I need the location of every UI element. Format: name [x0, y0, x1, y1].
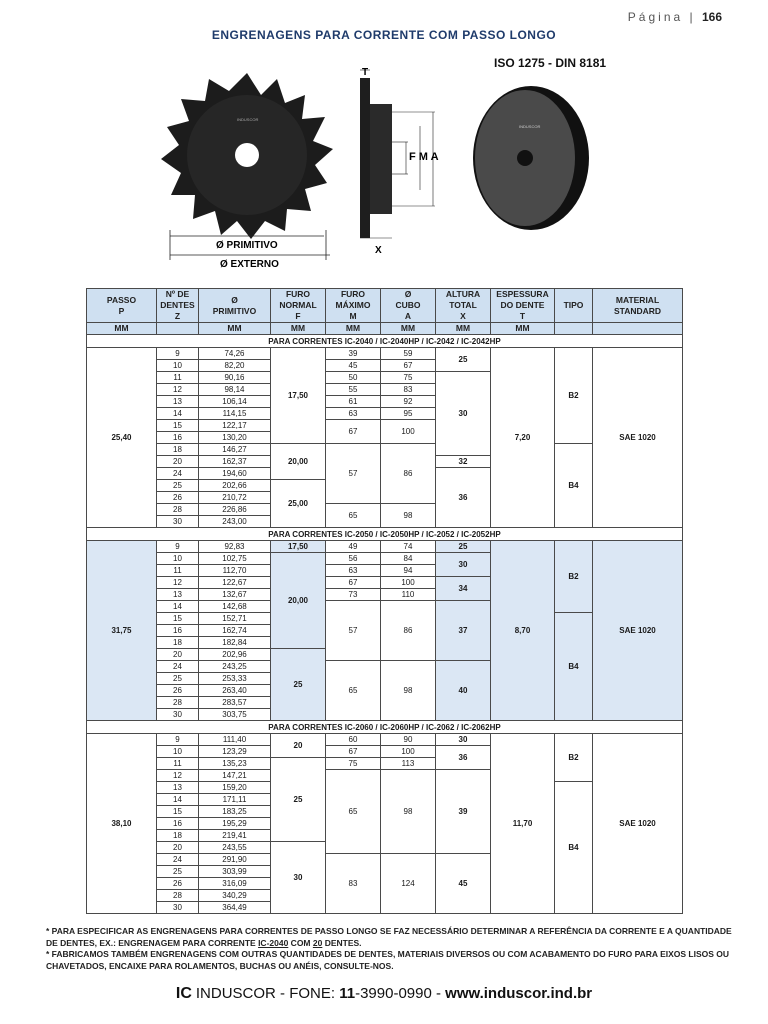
website-link[interactable]: www.induscor.ind.br [445, 985, 593, 1002]
altura-cell: 30 [436, 734, 491, 746]
dentes-cell: 13 [157, 782, 199, 794]
column-header: TIPO [555, 289, 593, 323]
notes [46, 926, 736, 972]
furo-maximo-cell: 39 [326, 348, 381, 360]
furo-maximo-cell: 83 [326, 854, 381, 914]
primitivo-cell: 253,33 [199, 673, 271, 685]
altura-cell: 37 [436, 601, 491, 661]
dentes-cell: 12 [157, 770, 199, 782]
cubo-cell: 83 [381, 384, 436, 396]
primitivo-cell: 283,57 [199, 697, 271, 709]
furo-maximo-cell: 61 [326, 396, 381, 408]
unit-row [87, 323, 683, 335]
cubo-cell: 59 [381, 348, 436, 360]
primitivo-cell: 263,40 [199, 685, 271, 697]
furo-normal-cell: 20 [271, 734, 326, 758]
unit-cell: MM [491, 323, 555, 335]
dentes-cell: 25 [157, 480, 199, 492]
fma-label: F M A [409, 151, 439, 163]
furo-maximo-cell: 63 [326, 408, 381, 420]
altura-cell: 32 [436, 456, 491, 468]
furo-normal-cell: 17,50 [271, 348, 326, 444]
furo-maximo-cell: 73 [326, 589, 381, 601]
cubo-cell: 100 [381, 746, 436, 758]
passo-cell: 38,10 [87, 734, 157, 914]
primitivo-cell: 98,14 [199, 384, 271, 396]
unit-cell: MM [436, 323, 491, 335]
furo-maximo-cell: 65 [326, 770, 381, 854]
unit-cell: MM [87, 323, 157, 335]
dentes-cell: 13 [157, 589, 199, 601]
primitivo-cell: 106,14 [199, 396, 271, 408]
primitivo-label: Ø PRIMITIVO [216, 240, 278, 251]
section-title-row [87, 335, 683, 348]
dentes-cell: 24 [157, 661, 199, 673]
dentes-cell: 13 [157, 396, 199, 408]
section-title-row [87, 721, 683, 734]
column-header: Ø PRIMITIVO [199, 289, 271, 323]
dentes-cell: 20 [157, 842, 199, 854]
primitivo-cell: 243,00 [199, 516, 271, 528]
tipo-cell: B4 [555, 782, 593, 914]
dentes-cell: 15 [157, 806, 199, 818]
furo-normal-cell: 25 [271, 649, 326, 721]
section-title-row [87, 528, 683, 541]
primitivo-cell: 303,75 [199, 709, 271, 721]
primitivo-cell: 291,90 [199, 854, 271, 866]
cubo-cell: 124 [381, 854, 436, 914]
dentes-cell: 30 [157, 516, 199, 528]
dentes-cell: 18 [157, 444, 199, 456]
altura-cell: 40 [436, 661, 491, 721]
x-label: X [375, 245, 382, 256]
primitivo-cell: 90,16 [199, 372, 271, 384]
dentes-cell: 28 [157, 697, 199, 709]
primitivo-cell: 195,29 [199, 818, 271, 830]
cubo-cell: 94 [381, 565, 436, 577]
unit-cell [157, 323, 199, 335]
altura-cell: 30 [436, 372, 491, 456]
primitivo-cell: 130,20 [199, 432, 271, 444]
furo-normal-cell: 30 [271, 842, 326, 914]
spec-table [86, 288, 683, 914]
dentes-cell: 20 [157, 649, 199, 661]
t-label: T [362, 67, 369, 78]
dentes-cell: 25 [157, 866, 199, 878]
primitivo-cell: 111,40 [199, 734, 271, 746]
furo-normal-cell: 20,00 [271, 444, 326, 480]
primitivo-cell: 210,72 [199, 492, 271, 504]
cubo-cell: 110 [381, 589, 436, 601]
cubo-cell: 75 [381, 372, 436, 384]
furo-normal-cell: 17,50 [271, 541, 326, 553]
furo-maximo-cell: 56 [326, 553, 381, 565]
cubo-cell: 100 [381, 577, 436, 589]
unit-cell [593, 323, 683, 335]
dentes-cell: 20 [157, 456, 199, 468]
dentes-cell: 14 [157, 794, 199, 806]
column-header: PASSO P [87, 289, 157, 323]
primitivo-cell: 102,75 [199, 553, 271, 565]
sprocket-drawing [150, 60, 660, 275]
cubo-cell: 86 [381, 444, 436, 504]
sprocket-brand-mark-3d: INDUSCOR [519, 124, 541, 129]
dentes-cell: 16 [157, 625, 199, 637]
column-header: ESPESSURA DO DENTE T [491, 289, 555, 323]
cubo-cell: 90 [381, 734, 436, 746]
company-name: INDUSCOR [195, 985, 276, 1002]
dentes-cell: 11 [157, 758, 199, 770]
primitivo-cell: 146,27 [199, 444, 271, 456]
dentes-cell: 9 [157, 348, 199, 360]
primitivo-cell: 202,96 [199, 649, 271, 661]
altura-cell: 25 [436, 541, 491, 553]
altura-cell: 36 [436, 746, 491, 770]
tipo-cell: B4 [555, 444, 593, 528]
primitivo-cell: 364,49 [199, 902, 271, 914]
cubo-cell: 86 [381, 601, 436, 661]
cubo-cell: 98 [381, 770, 436, 854]
dentes-cell: 15 [157, 613, 199, 625]
cubo-cell: 67 [381, 360, 436, 372]
section-2040 [87, 335, 683, 528]
dentes-cell: 9 [157, 541, 199, 553]
section-2060 [87, 721, 683, 914]
material-cell: SAE 1020 [593, 348, 683, 528]
primitivo-cell: 182,84 [199, 637, 271, 649]
section-title: PARA CORRENTES IC-2040 / IC-2040HP / IC-2042 / IC-2042HP [87, 335, 683, 348]
primitivo-cell: 135,23 [199, 758, 271, 770]
passo-cell: 31,75 [87, 541, 157, 721]
furo-maximo-cell: 63 [326, 565, 381, 577]
primitivo-cell: 316,09 [199, 878, 271, 890]
furo-maximo-cell: 75 [326, 758, 381, 770]
primitivo-cell: 122,17 [199, 420, 271, 432]
header-row [87, 289, 683, 323]
dentes-cell: 10 [157, 746, 199, 758]
table-row [87, 541, 683, 553]
cubo-cell: 95 [381, 408, 436, 420]
dentes-cell: 28 [157, 504, 199, 516]
altura-cell: 25 [436, 348, 491, 372]
primitivo-cell: 194,60 [199, 468, 271, 480]
furo-maximo-cell: 45 [326, 360, 381, 372]
cubo-cell: 92 [381, 396, 436, 408]
furo-normal-cell: 25,00 [271, 480, 326, 528]
dentes-cell: 12 [157, 384, 199, 396]
externo-label: Ø EXTERNO [220, 259, 279, 270]
primitivo-cell: 340,29 [199, 890, 271, 902]
dentes-cell: 12 [157, 577, 199, 589]
material-cell: SAE 1020 [593, 541, 683, 721]
table-row [87, 348, 683, 360]
footer: IC INDUSCOR - FONE: 11-3990-0990 - www.induscor.ind.br [175, 985, 593, 1002]
passo-cell: 25,40 [87, 348, 157, 528]
dentes-cell: 16 [157, 818, 199, 830]
section-title: PARA CORRENTES IC-2050 / IC-2050HP / IC-2052 / IC-2052HP [87, 528, 683, 541]
furo-maximo-cell: 67 [326, 746, 381, 758]
furo-maximo-cell: 50 [326, 372, 381, 384]
dentes-cell: 18 [157, 830, 199, 842]
dentes-cell: 9 [157, 734, 199, 746]
primitivo-cell: 219,41 [199, 830, 271, 842]
altura-cell: 34 [436, 577, 491, 601]
furo-maximo-cell: 57 [326, 601, 381, 661]
primitivo-cell: 147,21 [199, 770, 271, 782]
cubo-cell: 74 [381, 541, 436, 553]
dentes-cell: 14 [157, 601, 199, 613]
column-header: MATERIAL STANDARD [593, 289, 683, 323]
espessura-cell: 11,70 [491, 734, 555, 914]
dentes-cell: 30 [157, 709, 199, 721]
primitivo-cell: 82,20 [199, 360, 271, 372]
tipo-cell: B2 [555, 734, 593, 782]
unit-cell: MM [199, 323, 271, 335]
tipo-cell: B2 [555, 348, 593, 444]
sprocket-front-view [161, 73, 333, 239]
primitivo-cell: 303,99 [199, 866, 271, 878]
tipo-cell: B2 [555, 541, 593, 613]
cubo-cell: 98 [381, 504, 436, 528]
primitivo-cell: 114,15 [199, 408, 271, 420]
primitivo-cell: 226,86 [199, 504, 271, 516]
dentes-cell: 11 [157, 565, 199, 577]
primitivo-cell: 122,67 [199, 577, 271, 589]
primitivo-cell: 202,66 [199, 480, 271, 492]
unit-cell: MM [381, 323, 436, 335]
column-header: FURO NORMAL F [271, 289, 326, 323]
page-title: ENGRENAGENS PARA CORRENTE COM PASSO LONGO [211, 28, 557, 42]
dentes-cell: 24 [157, 854, 199, 866]
dentes-cell: 26 [157, 685, 199, 697]
furo-maximo-cell: 57 [326, 444, 381, 504]
column-header: Nº DE DENTES Z [157, 289, 199, 323]
furo-maximo-cell: 65 [326, 504, 381, 528]
espessura-cell: 8,70 [491, 541, 555, 721]
primitivo-cell: 243,55 [199, 842, 271, 854]
column-header: FURO MÁXIMO M [326, 289, 381, 323]
furo-maximo-cell: 65 [326, 661, 381, 721]
primitivo-cell: 152,71 [199, 613, 271, 625]
cubo-cell: 84 [381, 553, 436, 565]
unit-cell: MM [326, 323, 381, 335]
column-header: Ø CUBO A [381, 289, 436, 323]
dentes-cell: 30 [157, 902, 199, 914]
dentes-cell: 16 [157, 432, 199, 444]
table-row [87, 734, 683, 746]
primitivo-cell: 123,29 [199, 746, 271, 758]
note-1: * PARA ESPECIFICAR AS ENGRENAGENS PARA CORRENTES DE PASSO LONGO SE FAZ NECESSÁRIO DETERMINAR A REFERÊNCIA DA CORRENTE E A QUANTIDADE DE DENTES, EX.: ENGRENAGEM PARA CORRENTE IC-2040 COM 20 DENTES. [46, 926, 732, 948]
primitivo-cell: 112,70 [199, 565, 271, 577]
material-cell: SAE 1020 [593, 734, 683, 914]
dentes-cell: 25 [157, 673, 199, 685]
furo-maximo-cell: 60 [326, 734, 381, 746]
dentes-cell: 18 [157, 637, 199, 649]
dentes-cell: 10 [157, 553, 199, 565]
furo-normal-cell: 20,00 [271, 553, 326, 649]
page-number: Página | 166 [627, 10, 722, 24]
section-2050 [87, 528, 683, 721]
primitivo-cell: 92,83 [199, 541, 271, 553]
primitivo-cell: 142,68 [199, 601, 271, 613]
company-logo: IC [175, 985, 192, 1002]
furo-maximo-cell: 55 [326, 384, 381, 396]
dentes-cell: 10 [157, 360, 199, 372]
furo-maximo-cell: 67 [326, 420, 381, 444]
furo-normal-cell: 25 [271, 758, 326, 842]
unit-cell: MM [271, 323, 326, 335]
primitivo-cell: 171,11 [199, 794, 271, 806]
primitivo-cell: 243,25 [199, 661, 271, 673]
dentes-cell: 26 [157, 878, 199, 890]
altura-cell: 39 [436, 770, 491, 854]
furo-maximo-cell: 49 [326, 541, 381, 553]
altura-cell: 36 [436, 468, 491, 528]
standard-label: ISO 1275 - DIN 8181 [494, 56, 607, 70]
primitivo-cell: 132,67 [199, 589, 271, 601]
primitivo-cell: 162,74 [199, 625, 271, 637]
dentes-cell: 24 [157, 468, 199, 480]
altura-cell: 45 [436, 854, 491, 914]
dentes-cell: 11 [157, 372, 199, 384]
note-2: * FABRICAMOS TAMBÉM ENGRENAGENS COM OUTRAS QUANTIDADES DE DENTES, MATERIAIS DIVERSOS OU COM ACABAMENTO DO FURO PARA EIXOS LISOS OU CHAVETADOS, ENCAIXE PARA ROLAMENTOS, BUCHAS OU ANÉIS, CONSULTE-NOS. [46, 949, 730, 971]
cubo-cell: 100 [381, 420, 436, 444]
section-title: PARA CORRENTES IC-2060 / IC-2060HP / IC-2062 / IC-2062HP [87, 721, 683, 734]
cubo-cell: 113 [381, 758, 436, 770]
column-header: ALTURA TOTAL X [436, 289, 491, 323]
furo-maximo-cell: 67 [326, 577, 381, 589]
altura-cell: 30 [436, 553, 491, 577]
sprocket-3d-view [473, 86, 589, 230]
primitivo-cell: 159,20 [199, 782, 271, 794]
sprocket-brand-mark: INDUSCOR [237, 117, 259, 122]
espessura-cell: 7,20 [491, 348, 555, 528]
cubo-cell: 98 [381, 661, 436, 721]
dentes-cell: 15 [157, 420, 199, 432]
dentes-cell: 14 [157, 408, 199, 420]
primitivo-cell: 74,26 [199, 348, 271, 360]
primitivo-cell: 183,25 [199, 806, 271, 818]
unit-cell [555, 323, 593, 335]
dentes-cell: 26 [157, 492, 199, 504]
primitivo-cell: 162,37 [199, 456, 271, 468]
tipo-cell: B4 [555, 613, 593, 721]
dentes-cell: 28 [157, 890, 199, 902]
